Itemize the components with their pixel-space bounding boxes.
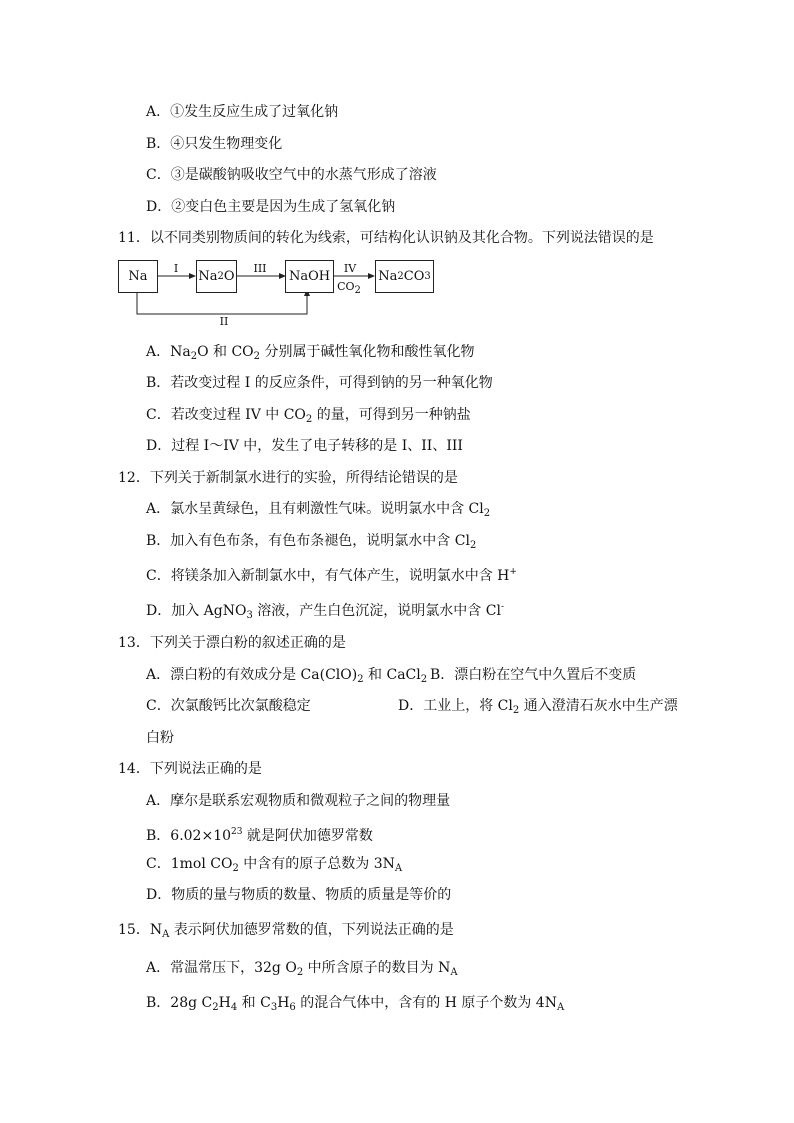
q11-option-b: B．若改变过程 I 的反应条件，可得到钠的另一种氧化物 <box>146 375 493 391</box>
q10-option-b: B．④只发生物理变化 <box>146 136 283 152</box>
q13-option-c: C．次氯酸钙比次氯酸稳定 <box>146 698 311 714</box>
na-box: Na <box>118 260 158 293</box>
co2-label: CO2 <box>337 280 361 296</box>
q13-stem: 13．下列关于漂白粉的叙述正确的是 <box>118 635 346 651</box>
q13-option-d: D．工业上，将 $Cl_2$ 通入澄清石灰水中生产漂 <box>398 698 678 716</box>
q11-option-a: A．$Na_2O$ 和 $CO_2$ 分别属于碱性氧化物和酸性氧化物 <box>146 344 475 362</box>
q15-stem: 15．$N_A$ 表示阿伏加德罗常数的值，下列说法正确的是 <box>118 922 454 940</box>
q11-stem: 11．以不同类别物质间的转化为线索，可结构化认识钠及其化合物。下列说法错误的是 <box>118 230 654 246</box>
naoh-box: NaOH <box>285 260 334 293</box>
step-iv-label: IV <box>343 262 357 275</box>
q12-option-c: C．将镁条加入新制氯水中，有气体产生，说明氯水中含 H+ <box>146 567 517 584</box>
q15-option-a: A．常温常压下，32g $O_2$ 中所含原子的数目为 $N_A$ <box>146 960 458 978</box>
step-i-label: I <box>173 262 179 275</box>
q13-option-b: B．漂白粉在空气中久置后不变质 <box>430 667 637 683</box>
q14-option-a: A．摩尔是联系宏观物质和微观粒子之间的物理量 <box>146 793 451 809</box>
q11-option-c: C．若改变过程 IV 中 $CO_2$ 的量，可得到另一种钠盐 <box>146 407 471 425</box>
na2co3-box: Na 2 CO 3 <box>375 260 434 293</box>
q13-option-a: A．漂白粉的有效成分是 $Ca(ClO)_2$ 和 CaCl$_2$ <box>146 667 428 685</box>
q14-stem: 14．下列说法正确的是 <box>118 761 262 777</box>
step-iii-label: III <box>253 262 267 275</box>
q10-option-a: A．①发生反应生成了过氧化钠 <box>146 104 339 120</box>
q14-option-c: C．1mol $CO_2$ 中含有的原子总数为 $3N_A$ <box>146 856 403 874</box>
q14-option-b: B．$6.02\times 10^{23}$ 就是阿伏加德罗常数 <box>146 827 373 844</box>
q11-option-d: D．过程 I～IV 中，发生了电子转移的是 I、II、III <box>146 438 463 454</box>
na2o-box: Na 2 O <box>196 260 237 293</box>
step-ii-label: II <box>219 315 229 328</box>
q10-option-d: D．②变白色主要是因为生成了氢氧化钠 <box>146 199 396 215</box>
q12-stem: 12．下列关于新制氯水进行的实验，所得结论错误的是 <box>118 470 458 486</box>
q13-option-d-continued: 白粉 <box>146 730 174 746</box>
q12-option-b: B．加入有色布条，有色布条褪色，说明氯水中含 $Cl_2$ <box>146 533 477 551</box>
q12-option-d: D．加入 AgNO$_3$ 溶液，产生白色沉淀，说明氯水中含 Cl- <box>146 602 504 621</box>
q15-option-b: B．28g $C_2H_4$ 和 $C_3H_6$ 的混合气体中，含有的 H 原子个数为 $4N_A$ <box>146 995 565 1013</box>
q10-option-c: C．③是碳酸钠吸收空气中的水蒸气形成了溶液 <box>146 167 437 183</box>
q14-option-d: D．物质的量与物质的数量、物质的质量是等价的 <box>146 887 452 903</box>
q12-option-a: A．氯水呈黄绿色，且有刺激性气味。说明氯水中含 $Cl_2$ <box>146 501 491 519</box>
